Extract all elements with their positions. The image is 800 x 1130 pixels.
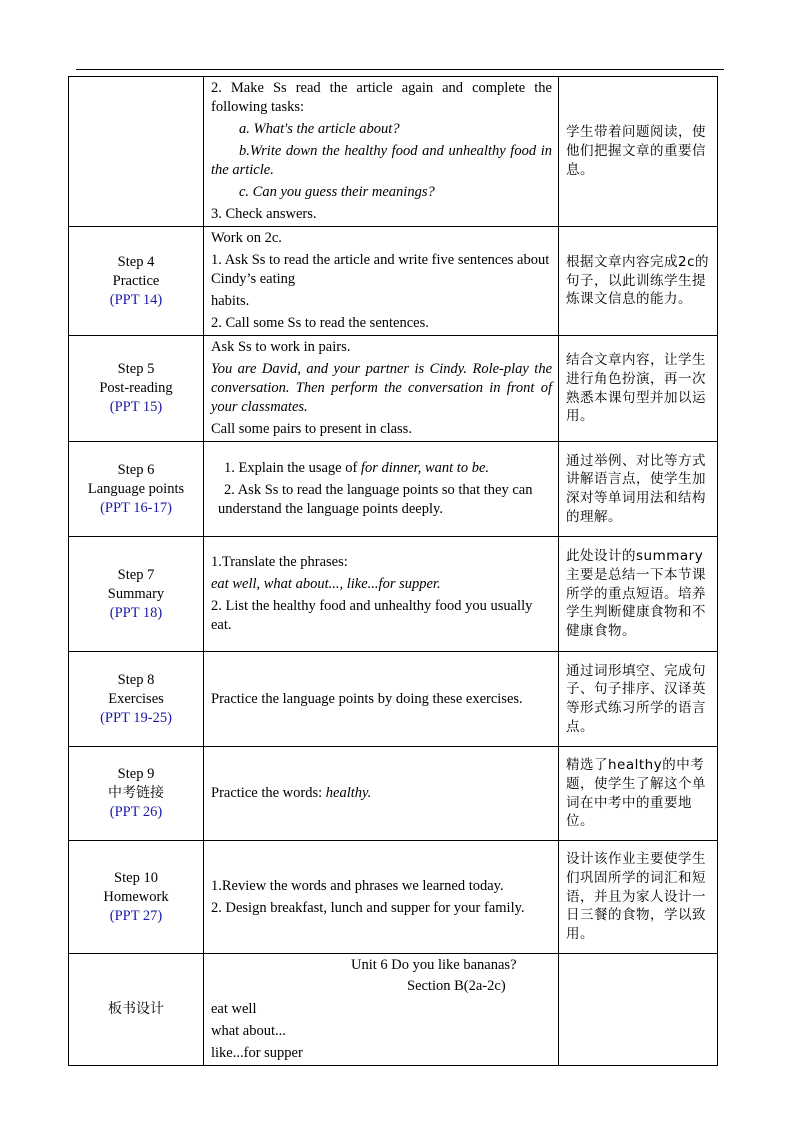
- table-row: [69, 77, 718, 227]
- activity-line: 2. Ask Ss to read the language points so that they can understand the language points deeply.: [218, 482, 533, 517]
- ppt-ref: (PPT 26): [109, 804, 163, 820]
- purpose-cell: 此处设计的summary主要是总结一下本节课所学的重点短语。培养学生判断健康食物和不健康食物。: [559, 537, 718, 652]
- purpose-cell: 根据文章内容完成2c的句子，以此训练学生提炼课文信息的能力。: [559, 227, 718, 336]
- step-cell: [69, 77, 204, 227]
- step-cell: [69, 227, 204, 336]
- activity-cell: [204, 77, 559, 227]
- step-number: Step 8: [117, 671, 155, 688]
- table-row: [69, 537, 718, 652]
- step-cell: [69, 336, 204, 442]
- purpose-cell: 精选了healthy的中考题，使学生了解这个单词在中考中的重要地位。: [559, 747, 718, 841]
- table-row: [69, 747, 718, 841]
- activity-line: 1. Ask Ss to read the article and write five sentences about Cindy’s eating: [211, 252, 550, 287]
- purpose-cell: 通过词形填空、完成句子、句子排序、汉译英等形式练习所学的语言点。: [559, 652, 718, 747]
- board-item: eat well: [211, 1001, 257, 1017]
- activity-line: 2. Make Ss read the article again and complete the following tasks:: [211, 80, 552, 115]
- step-cell: [69, 841, 204, 954]
- ppt-ref: (PPT 15): [109, 399, 163, 415]
- activity-cell: [204, 652, 559, 747]
- step-name: Exercises: [108, 690, 164, 707]
- activity-line: Work on 2c.: [211, 230, 282, 246]
- board-note-cell: [559, 954, 718, 1066]
- step-name: Summary: [107, 585, 165, 602]
- ppt-ref: (PPT 14): [109, 291, 163, 308]
- activity-cell: [204, 227, 559, 336]
- step-name: Post-reading: [99, 380, 173, 396]
- activity-text: 1. Explain the usage of: [224, 460, 361, 476]
- table-row: [69, 841, 718, 954]
- activity-line: 1.Translate the phrases:: [211, 554, 348, 570]
- activity-line: Ask Ss to work in pairs.: [211, 339, 351, 355]
- activity-text: Practice the words:: [211, 785, 326, 801]
- ppt-ref: (PPT 16-17): [100, 499, 172, 516]
- activity-line: Practice the language points by doing these exercises.: [211, 690, 523, 707]
- table-row: [69, 336, 718, 442]
- header-rule: [76, 69, 724, 70]
- activity-line: a. What's the article about?: [239, 121, 400, 137]
- activity-line: habits.: [211, 293, 250, 309]
- step-cell: [69, 537, 204, 652]
- board-label: 板书设计: [69, 954, 204, 1066]
- activity-italic-text: healthy.: [325, 785, 372, 801]
- board-item: like...for supper: [211, 1045, 303, 1061]
- activity-line: Call some pairs to present in class.: [211, 421, 412, 437]
- activity-line: b.Write down the healthy food and unhealthy food in the article.: [211, 143, 552, 178]
- board-cell: [204, 954, 559, 1066]
- table-row: [69, 652, 718, 747]
- activity-cell: [204, 537, 559, 652]
- table-row: [69, 227, 718, 336]
- step-name: Homework: [103, 888, 169, 905]
- purpose-cell: 结合文章内容，让学生进行角色扮演，再一次熟悉本课句型并加以运用。: [559, 336, 718, 442]
- board-item: what about...: [211, 1023, 286, 1039]
- step-number: Step 10: [114, 869, 158, 886]
- ppt-ref: (PPT 27): [109, 907, 163, 924]
- step-number: Step 7: [117, 566, 155, 583]
- step-cell: [69, 442, 204, 537]
- purpose-cell: 通过举例、对比等方式讲解语言点，使学生加深对等单词用法和结构的理解。: [559, 442, 718, 537]
- activity-line: [211, 784, 552, 803]
- table-row: [69, 442, 718, 537]
- ppt-ref: (PPT 19-25): [100, 709, 172, 726]
- activity-line: You are David, and your partner is Cindy. Role-play the conversation. Then perform the conversation in front of your classmates.: [211, 361, 552, 415]
- activity-line: 3. Check answers.: [211, 206, 317, 222]
- activity-cell: [204, 747, 559, 841]
- step-number: Step 4: [117, 253, 155, 270]
- purpose-cell: 学生带着问题阅读，使他们把握文章的重要信息。: [559, 77, 718, 227]
- step-cell: [69, 652, 204, 747]
- step-number: Step 5: [117, 361, 155, 377]
- activity-line: 2. Design breakfast, lunch and supper for your family.: [211, 899, 525, 916]
- activity-cell: [204, 841, 559, 954]
- activity-line: [218, 459, 552, 478]
- activity-line: eat well, what about..., like...for supper.: [211, 576, 441, 592]
- activity-cell: [204, 336, 559, 442]
- activity-line: 1.Review the words and phrases we learned today.: [211, 877, 504, 894]
- activity-line: 2. Call some Ss to read the sentences.: [211, 315, 429, 331]
- activity-line: c. Can you guess their meanings?: [239, 184, 435, 200]
- step-number: Step 6: [117, 461, 155, 478]
- activity-cell: [204, 442, 559, 537]
- step-number: Step 9: [117, 766, 155, 782]
- ppt-ref: (PPT 18): [109, 604, 163, 621]
- step-name: Language points: [87, 480, 185, 497]
- purpose-cell: 设计该作业主要使学生们巩固所学的词汇和短语，并且为家人设计一日三餐的食物，学以致用。: [559, 841, 718, 954]
- lesson-plan-table: [68, 76, 718, 1066]
- step-name: Practice: [112, 272, 160, 289]
- activity-line: 2. List the healthy food and unhealthy food you usually eat.: [211, 598, 533, 633]
- step-name: 中考链接: [108, 785, 164, 801]
- board-title: Unit 6 Do you like bananas?: [351, 957, 517, 973]
- table-row: [69, 954, 718, 1066]
- step-cell: [69, 747, 204, 841]
- board-subtitle: Section B(2a-2c): [407, 978, 506, 994]
- activity-italic-text: for dinner, want to be.: [360, 460, 490, 476]
